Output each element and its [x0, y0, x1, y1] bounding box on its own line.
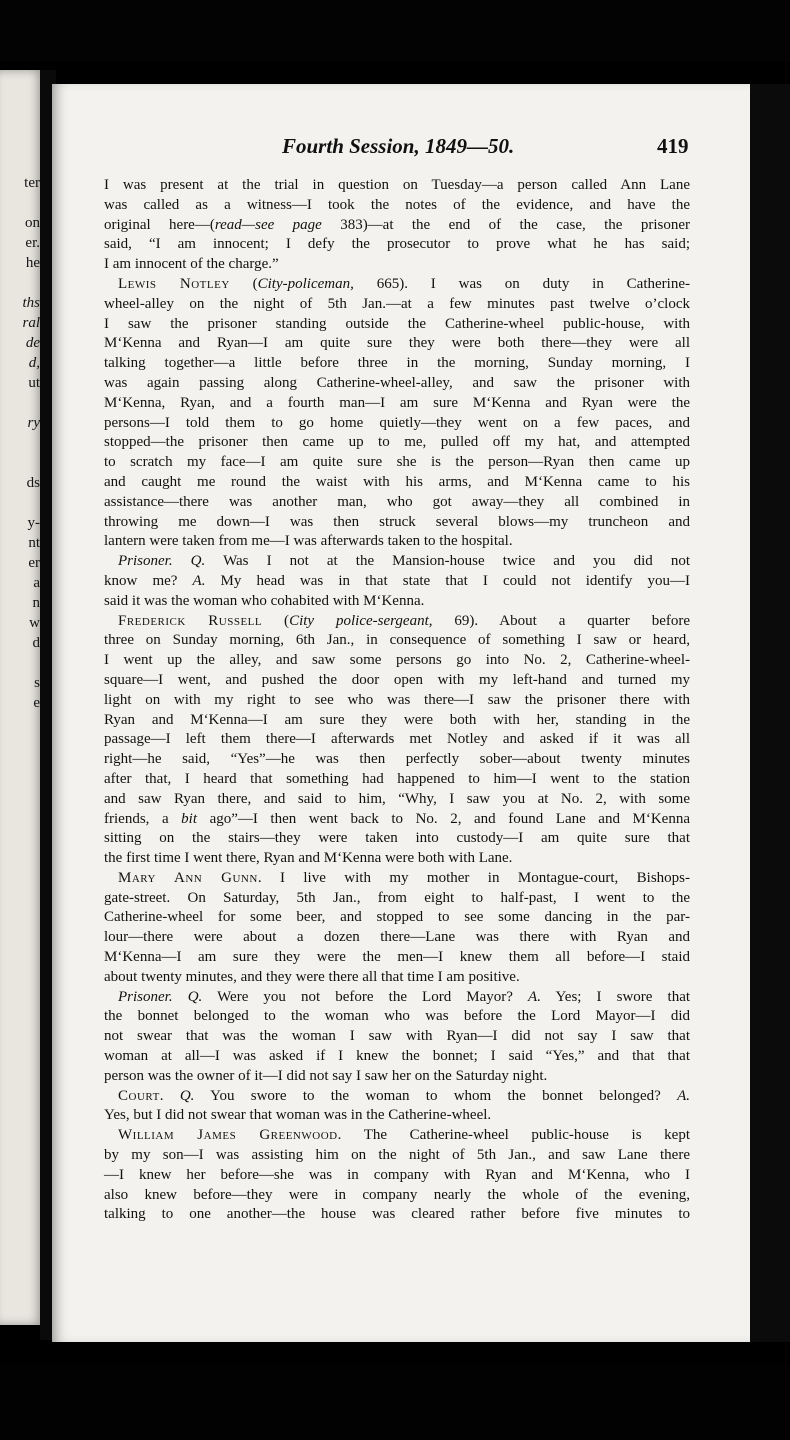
- text-segment: Ryan and M‘Kenna—I am sure they were both with her, standing in the: [104, 711, 690, 728]
- text-line: [104, 592, 690, 612]
- left-margin-fragment: ry: [27, 415, 40, 431]
- text-segment: the bonnet belonged to the woman who was before the Lord Mayor—I did: [104, 1008, 690, 1025]
- italic-text: Q.: [179, 1087, 195, 1104]
- italic-text: A.: [192, 572, 206, 589]
- body-text: [104, 176, 690, 1225]
- speaker-name: Court: [118, 1087, 160, 1104]
- text-segment: was called as a witness—I took the notes of the evidence, and have the: [104, 196, 690, 213]
- text-segment: passage—I left them there—I afterwards met Notley and asked if it was all: [104, 731, 690, 748]
- text-segment: talking together—a little before three in the morning, Sunday morning, I: [104, 355, 690, 372]
- italic-text: A.: [528, 988, 541, 1005]
- text-segment: [173, 989, 188, 1005]
- text-segment: person was the owner of it—I did not say I saw her on the Saturday night.: [104, 1067, 548, 1084]
- text-line: [104, 948, 690, 968]
- text-segment: (: [229, 275, 258, 292]
- text-segment: and saw Ryan there, and said to him, “Why, I saw you at No. 2, with some: [104, 790, 690, 807]
- text-line: [104, 433, 690, 453]
- text-segment: You swore to the woman to whom the bonnet belonged?: [194, 1087, 678, 1104]
- scan-top-border: [0, 0, 790, 62]
- text-segment: Was I not at the Mansion-house twice and you did not: [205, 553, 690, 570]
- text-segment: three on Sunday morning, 6th Jan., in consequence of something I saw or heard,: [104, 632, 690, 649]
- italic-text: Q.: [190, 553, 206, 570]
- left-margin-fragment: er: [28, 555, 40, 571]
- text-segment: M‘Kenna, Ryan, and a fourth man—I am sure M‘Kenna and Ryan were the: [104, 394, 690, 411]
- italic-text: bit: [181, 810, 198, 827]
- text-segment: My head was in that state that I could not identify you—I: [205, 572, 690, 589]
- text-line: [104, 216, 690, 236]
- left-margin-fragment: ths: [22, 295, 40, 311]
- text-line: [104, 255, 690, 275]
- text-segment: I was present at the trial in question on Tuesday—a person called Ann Lane: [104, 177, 690, 193]
- italic-text: A.: [677, 1087, 691, 1104]
- text-segment: Yes, but I did not swear that woman was in the Catherine-wheel.: [104, 1107, 492, 1124]
- italic-text: City police-sergeant,: [289, 612, 433, 629]
- text-line: [104, 1067, 690, 1087]
- text-line: [104, 908, 690, 928]
- text-line: [104, 631, 690, 651]
- text-segment: . The Catherine-wheel public-house is kept: [337, 1127, 691, 1144]
- text-line: [104, 750, 690, 770]
- page-header: [52, 134, 692, 160]
- text-segment: assistance—there was another man, who got away—they all combined in: [104, 493, 690, 510]
- text-segment: I saw the prisoner standing outside the Catherine-wheel public-house, with: [104, 315, 690, 332]
- text-line: [104, 968, 690, 988]
- text-line: [104, 1087, 690, 1107]
- text-line: [104, 1007, 690, 1027]
- italic-text: read—see page: [214, 216, 322, 233]
- text-line: [104, 928, 690, 948]
- left-margin-fragment: on: [25, 215, 40, 231]
- speaker-name: Mary Ann Gunn: [118, 869, 258, 886]
- scan-right-border: [750, 84, 790, 1342]
- text-line: [104, 1027, 690, 1047]
- text-line: [104, 1047, 690, 1067]
- text-line: [104, 532, 690, 552]
- text-line: [104, 612, 690, 632]
- text-segment: light on with my right to see who was there—I saw the prisoner there with: [104, 691, 690, 708]
- text-line: [104, 552, 690, 572]
- text-segment: right—he said, “Yes”—he was then perfectly sober—about twenty minutes: [104, 751, 690, 768]
- text-line: [104, 790, 690, 810]
- text-segment: also knew before—they were in company nearly the whole of the evening,: [104, 1186, 690, 1203]
- left-margin-fragment: w: [29, 615, 40, 631]
- text-line: [104, 572, 690, 592]
- left-margin-fragment: ter: [24, 175, 40, 191]
- text-segment: woman at all—I was asked if I knew the bonnet; I said “Yes,” and that that: [104, 1048, 690, 1065]
- text-segment: after that, I heard that something had happened to him—I went to the station: [104, 770, 690, 787]
- text-line: [104, 1106, 690, 1126]
- text-segment: stopped—the prisoner then came up to me, pulled off my hat, and attempted: [104, 434, 690, 451]
- left-margin-fragment: d: [32, 635, 40, 651]
- left-margin-fragment: a: [33, 575, 40, 591]
- text-segment: square—I went, and pushed the door open with my left-hand and turned my: [104, 671, 690, 688]
- text-line: [104, 988, 690, 1008]
- text-line: [104, 889, 690, 909]
- text-segment: to scratch my face—I am quite sure she is the person—Ryan then came up: [104, 454, 690, 471]
- left-margin-fragment: y-: [27, 515, 40, 531]
- italic-text: Prisoner.: [118, 988, 173, 1005]
- text-line: [104, 1205, 690, 1225]
- text-line: [104, 711, 690, 731]
- text-line: [104, 374, 690, 394]
- text-line: [104, 829, 690, 849]
- text-segment: gate-street. On Saturday, 5th Jan., from eight to half-past, I went to the: [104, 889, 690, 906]
- text-segment: the first time I went there, Ryan and M‘Kenna were both with Lane.: [104, 850, 513, 867]
- text-line: [104, 473, 690, 493]
- left-margin-fragment: e: [33, 695, 40, 711]
- text-segment: 69). About a quarter before: [432, 612, 691, 629]
- text-line: [104, 651, 690, 671]
- text-segment: sitting on the stairs—they were taken into custody—I am quite sure that: [104, 830, 690, 847]
- text-line: [104, 275, 690, 295]
- text-line: [104, 869, 690, 889]
- text-line: [104, 691, 690, 711]
- italic-text: City-policeman,: [257, 275, 354, 292]
- text-line: [104, 334, 690, 354]
- text-segment: (: [262, 612, 290, 629]
- text-line: [104, 394, 690, 414]
- left-margin-fragment: s: [34, 675, 40, 691]
- text-line: [104, 453, 690, 473]
- left-margin-fragment: n: [32, 595, 40, 611]
- text-segment: said, “I am innocent; I defy the prosecutor to prove what he has said;: [104, 236, 690, 253]
- text-line: [104, 1186, 690, 1206]
- text-segment: was again passing along Catherine-wheel-alley, and saw the prisoner with: [104, 374, 690, 391]
- text-segment: Yes; I swore that: [540, 988, 691, 1005]
- text-segment: M‘Kenna and Ryan—I am quite sure they were both there—they were all: [104, 335, 690, 352]
- italic-text: Q.: [187, 988, 203, 1005]
- text-segment: wheel-alley on the night of 5th Jan.—at a few minutes past twelve o’clock: [104, 295, 690, 312]
- facing-page-edge: [0, 70, 44, 1325]
- text-line: [104, 493, 690, 513]
- text-segment: [173, 553, 191, 569]
- speaker-name: Frederick Russell: [118, 612, 263, 629]
- text-segment: know me?: [104, 572, 193, 589]
- text-line: [104, 730, 690, 750]
- text-line: [104, 295, 690, 315]
- text-line: [104, 354, 690, 374]
- text-segment: I am innocent of the charge.”: [104, 256, 279, 273]
- text-segment: original here—(: [104, 216, 215, 233]
- text-segment: not swear that was the woman I saw with Ryan—I did not say I saw that: [104, 1028, 690, 1045]
- text-line: [104, 1126, 690, 1146]
- left-margin-fragment: d,: [28, 355, 40, 371]
- document-page: [52, 84, 750, 1342]
- text-line: [104, 315, 690, 335]
- text-segment: 665). I was on duty in Catherine-: [353, 275, 690, 292]
- text-line: [104, 176, 690, 196]
- text-segment: 383)—at the end of the case, the prisoner: [321, 216, 690, 233]
- italic-text: Prisoner.: [118, 553, 173, 570]
- speaker-name: Lewis Notley: [118, 275, 230, 292]
- text-line: [104, 770, 690, 790]
- left-margin-fragment: de: [25, 335, 40, 351]
- text-segment: and caught me round the waist with his arms, and M‘Kenna came to his: [104, 473, 690, 490]
- left-margin-fragment: er.: [25, 235, 40, 251]
- text-segment: about twenty minutes, and they were there all that time I am positive.: [104, 968, 520, 985]
- text-line: [104, 1166, 690, 1186]
- left-margin-fragment: ds: [26, 475, 40, 491]
- text-line: [104, 513, 690, 533]
- text-segment: M‘Kenna—I am sure they were the men—I knew them all before—I staid: [104, 949, 690, 966]
- text-segment: lantern were taken from me—I was afterwards taken to the hospital.: [104, 533, 513, 550]
- text-segment: —I knew her before—she was in company with Ryan and M‘Kenna, who I: [104, 1166, 690, 1183]
- text-segment: lour—there were about a dozen there—Lane was there with Ryan and: [104, 929, 690, 946]
- left-margin-fragment: nt: [28, 535, 40, 551]
- text-line: [104, 414, 690, 434]
- left-margin-fragment: he: [25, 255, 40, 271]
- text-line: [104, 671, 690, 691]
- speaker-name: William James Greenwood: [118, 1127, 338, 1144]
- text-segment: said it was the woman who cohabited with M‘Kenna.: [104, 592, 425, 609]
- text-segment: by my son—I was assisting him on the night of 5th Jan., and saw Lane there: [104, 1147, 690, 1164]
- scan-bottom-border: [0, 1365, 790, 1440]
- text-segment: friends, a: [104, 810, 182, 827]
- text-line: [104, 235, 690, 255]
- text-segment: talking to one another—the house was cleared rather before five minutes to: [104, 1206, 690, 1223]
- text-segment: Catherine-wheel for some beer, and stopped to see some dancing in the par-: [104, 909, 690, 926]
- running-head: Fourth Session, 1849—50.: [282, 134, 515, 158]
- text-line: [104, 196, 690, 216]
- text-segment: .: [159, 1087, 180, 1104]
- text-segment: ago”—I then went back to No. 2, and found Lane and M‘Kenna: [197, 810, 690, 827]
- text-segment: . I live with my mother in Montague-court, Bishops-: [257, 869, 690, 886]
- left-margin-fragment: ut: [28, 375, 40, 391]
- text-segment: throwing me down—I was then struck several blows—my truncheon and: [104, 513, 690, 530]
- page-number: 419: [657, 134, 689, 158]
- text-segment: persons—I told them to go home quietly—they went on a few paces, and: [104, 414, 690, 431]
- text-line: [104, 810, 690, 830]
- text-segment: I went up the alley, and saw some persons go into No. 2, Catherine-wheel-: [104, 652, 690, 669]
- text-line: [104, 849, 690, 869]
- text-line: [104, 1146, 690, 1166]
- left-margin-fragment: ral: [22, 315, 40, 331]
- text-segment: Were you not before the Lord Mayor?: [202, 988, 529, 1005]
